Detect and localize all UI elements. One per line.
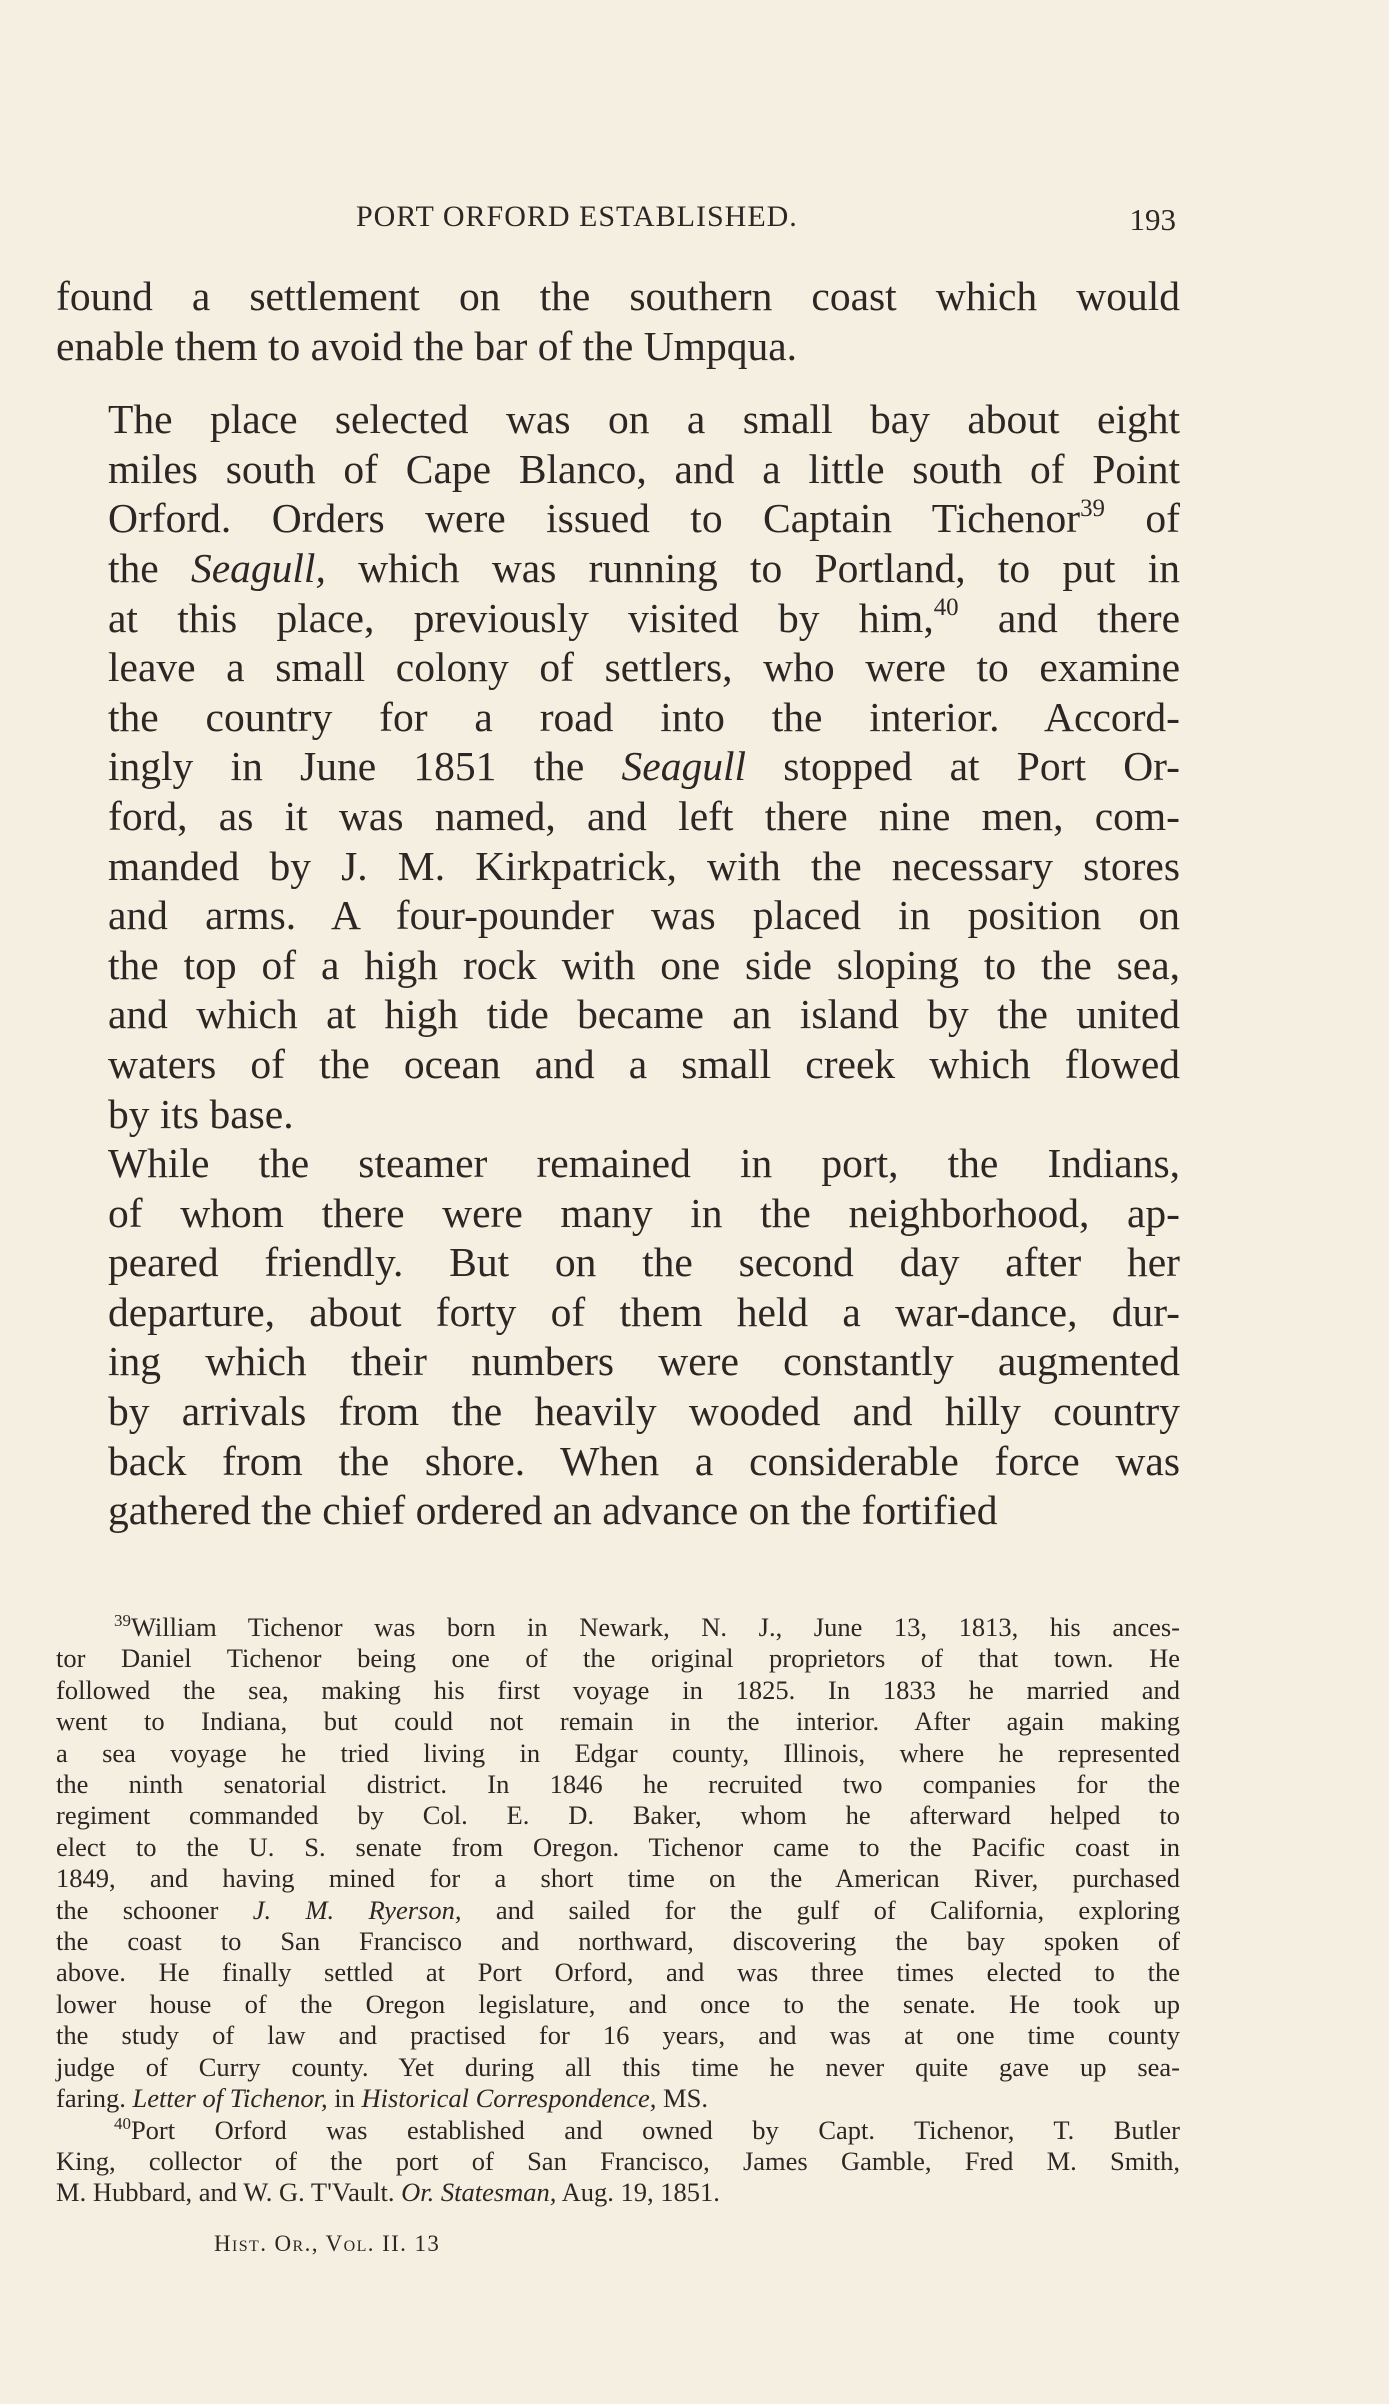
footnote-line: elect to the U. S. senate from Oregon. Tichenor came to the Pacific coast in	[56, 1831, 1180, 1862]
text-line: The place selected was on a small bay about eight	[108, 396, 1180, 443]
text-line: back from the shore. When a considerable force was	[108, 1437, 1180, 1484]
footnote-line: 1849, and having mined for a short time on the American River, purchased	[56, 1863, 1180, 1894]
footnote-line: went to Indiana, but could not remain in the interior. After again making	[56, 1706, 1180, 1737]
text-line: the country for a road into the interior. Accord-	[108, 693, 1180, 740]
text-line: by arrivals from the heavily wooded and hilly country	[108, 1388, 1180, 1435]
running-title: PORT ORFORD ESTABLISHED.	[356, 200, 798, 233]
footnote-39	[56, 1612, 1180, 2115]
footnote-line: a sea voyage he tried living in Edgar county, Illinois, where he represented	[56, 1737, 1180, 1768]
footnote-line: judge of Curry county. Yet during all this time he never quite gave up sea-	[56, 2051, 1180, 2082]
paragraph	[56, 272, 1180, 371]
footnote-line: faring. Letter of Tichenor, in Historical Correspondence, MS.	[56, 2083, 708, 2114]
footnote-line: the coast to San Francisco and northward, discovering the bay spoken of	[56, 1926, 1180, 1957]
text-line: by its base.	[108, 1090, 294, 1137]
footnote-40	[56, 2115, 1180, 2209]
text-line: departure, about forty of them held a war-dance, dur-	[108, 1288, 1180, 1335]
text-line: ford, as it was named, and left there nine men, com-	[108, 792, 1180, 839]
text-line: the Seagull, which was running to Portland, to put in	[108, 544, 1181, 591]
footnote-marker: 40	[114, 2113, 131, 2133]
page-number: 193	[1129, 202, 1176, 237]
text-line: and which at high tide became an island by the united	[108, 991, 1180, 1038]
text-line: peared friendly. But on the second day after her	[108, 1239, 1180, 1286]
text-line: found a settlement on the southern coast which would	[56, 273, 1180, 319]
footnote-line: the schooner J. M. Ryerson, and sailed for the gulf of California, exploring	[56, 1894, 1180, 1925]
text-line: ing which their numbers were constantly augmented	[108, 1338, 1180, 1385]
text-line: Orford. Orders were issued to Captain Tichenor$^{39}$ of	[108, 494, 1180, 542]
footnote-line: $^{39}$William Tichenor was born in Newark, N. J., June 13, 1813, his ances-	[114, 1611, 1180, 1642]
text-line: waters of the ocean and a small creek which flowed	[108, 1040, 1180, 1087]
footnote-line: King, collector of the port of San Francisco, James Gamble, Fred M. Smith,	[56, 2145, 1180, 2176]
text-line: miles south of Cape Blanco, and a little south of Point	[108, 445, 1180, 492]
footnote-line: tor Daniel Tichenor being one of the original proprietors of that town. He	[56, 1643, 1180, 1674]
text-line: leave a small colony of settlers, who were to examine	[108, 644, 1180, 691]
text-line: ingly in June 1851 the Seagull stopped at Port Or-	[108, 743, 1180, 790]
text-line: While the steamer remained in port, the Indians,	[108, 1140, 1180, 1187]
footnote-line: regiment commanded by Col. E. D. Baker, whom he afterward helped to	[56, 1800, 1180, 1831]
footnote-reference: 39	[1080, 494, 1105, 522]
text-line: the top of a high rock with one side sloping to the sea,	[108, 941, 1180, 988]
footnotes	[56, 1612, 1180, 2209]
text-line: enable them to avoid the bar of the Umpqua.	[56, 322, 798, 369]
text-line: gathered the chief ordered an advance on the fortified	[108, 1487, 998, 1534]
paragraph	[56, 1139, 1180, 1536]
text-line: at this place, previously visited by him,$^{40}$ and there	[108, 593, 1180, 641]
footnote-line: M. Hubbard, and W. G. T'Vault. Or. Statesman, Aug. 19, 1851.	[56, 2177, 720, 2208]
footnote-marker: 39	[114, 1611, 131, 1631]
running-head	[56, 200, 1176, 240]
paragraph	[56, 395, 1180, 1139]
footnote-line: $^{40}$Port Orford was established and owned by Capt. Tichenor, T. Butler	[114, 2113, 1180, 2145]
footnote-line: the study of law and practised for 16 years, and was at one time county	[56, 2020, 1180, 2051]
body-text	[56, 272, 1180, 1536]
footnote-line: the ninth senatorial district. In 1846 he recruited two companies for the	[56, 1769, 1180, 1800]
text-line: manded by J. M. Kirkpatrick, with the necessary stores	[108, 842, 1180, 889]
footnote-line: lower house of the Oregon legislature, and once to the senate. He took up	[56, 1988, 1180, 2019]
footnote-line: above. He finally settled at Port Orford, and was three times elected to the	[56, 1957, 1180, 1988]
signature-mark: Hist. Or., Vol. II. 13	[214, 2231, 441, 2256]
footnote-reference: 40	[933, 593, 959, 621]
text-line: and arms. A four-pounder was placed in position on	[108, 892, 1180, 939]
text-line: of whom there were many in the neighborhood, ap-	[108, 1189, 1180, 1236]
footnote-line: followed the sea, making his first voyage in 1825. In 1833 he married and	[56, 1674, 1180, 1705]
